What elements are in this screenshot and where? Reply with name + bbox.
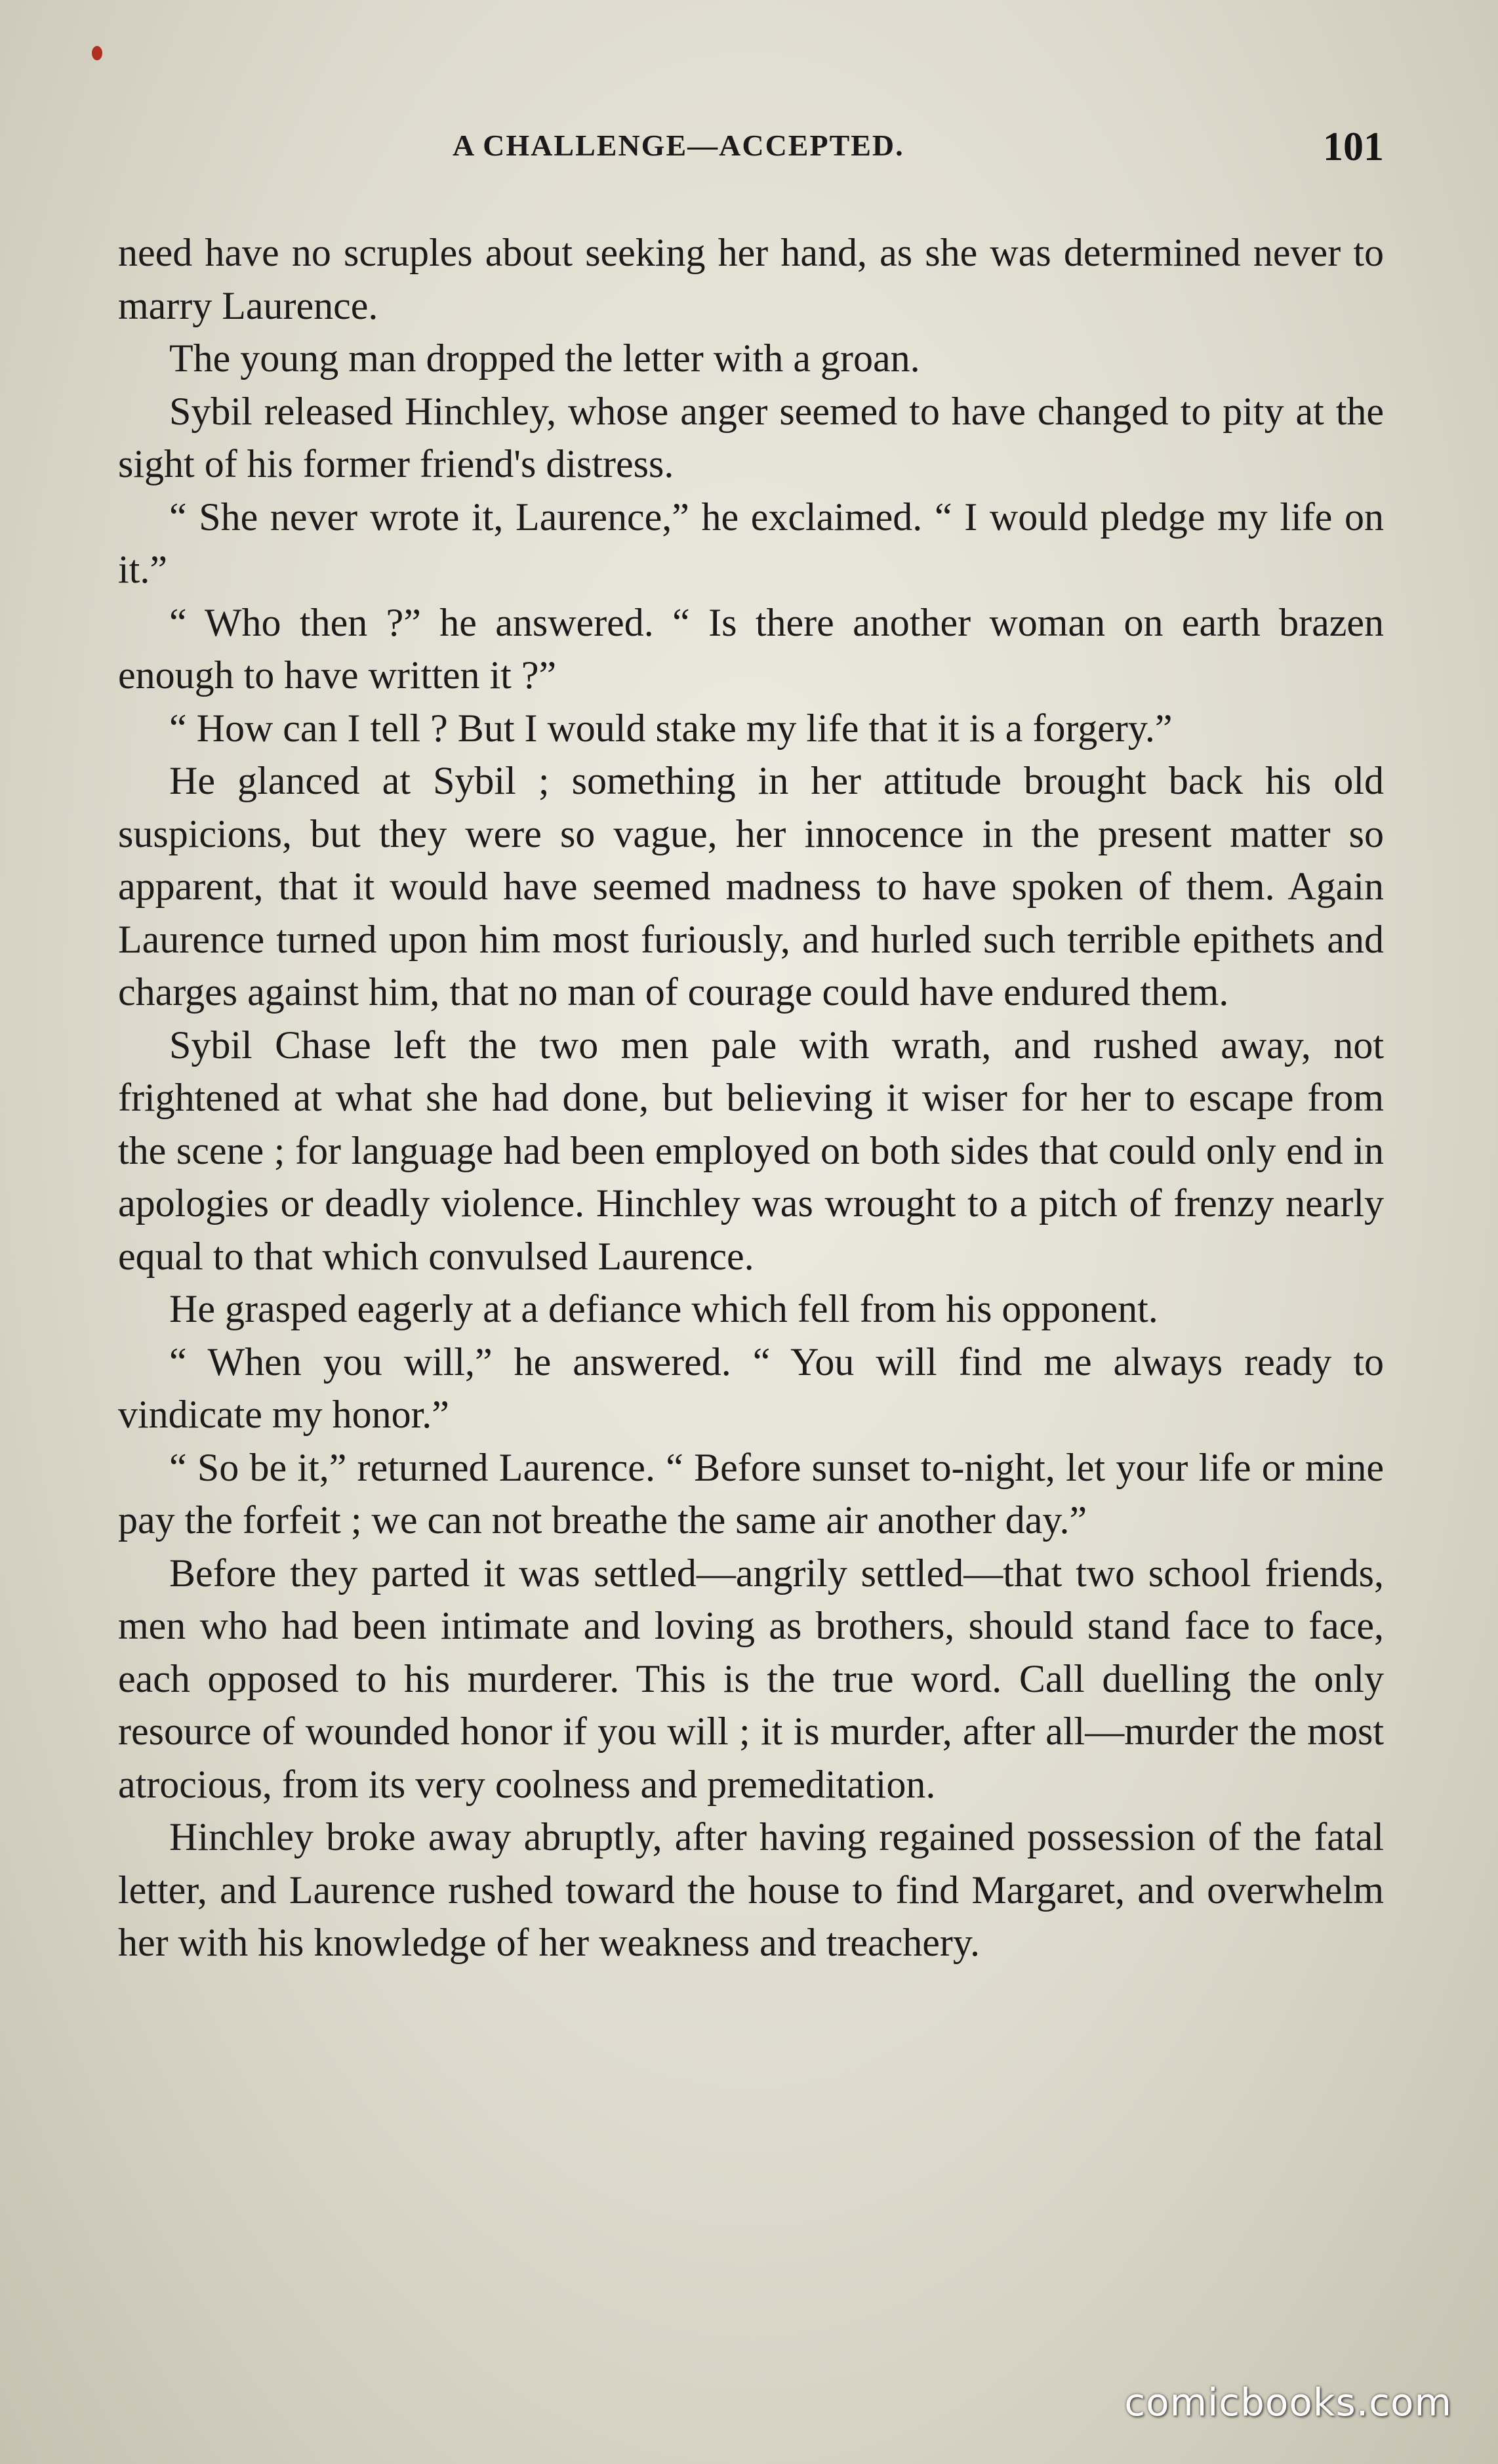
paragraph: He glanced at Sybil ; something in her attitude brought back his old suspicions, but they were so vague, her innocence in the present matter so apparent, that it would have seemed madness to have spoken of them. Again Laurence turned upon him most furiously, and hurled such terrible epithets and charges against him, that no man of courage could have endured them. <box>118 759 1384 1014</box>
paragraph: Before they parted it was settled—angrily settled—that two school friends, men who had been intimate and loving as brothers, should stand face to face, each opposed to his murderer. This is the true word. Call duelling the only resource of wounded honor if you will ; it is murder, after all—murder the most atrocious, from its very coolness and premeditation. <box>118 1551 1384 1806</box>
page-number: 101 <box>1323 125 1384 169</box>
watermark: comicbooks.com <box>1124 2380 1452 2425</box>
body-text <box>118 226 1384 1969</box>
paragraph: “ She never wrote it, Laurence,” he exclaimed. “ I would pledge my life on it.” <box>118 495 1384 591</box>
paragraph: “ How can I tell ? But I would stake my life that it is a forgery.” <box>169 706 1173 750</box>
running-title: A CHALLENGE—ACCEPTED. <box>453 129 904 162</box>
paragraph: “ So be it,” returned Laurence. “ Before sunset to-night, let your life or mine pay the forfeit ; we can not breathe the same air another day.” <box>118 1445 1384 1542</box>
paragraph: He grasped eagerly at a defiance which fell from his opponent. <box>169 1287 1158 1330</box>
paragraph: need have no scruples about seeking her hand, as she was determined never to marry Laurence. <box>118 231 1384 327</box>
running-head <box>118 125 1384 180</box>
paragraph: “ Who then ?” he answered. “ Is there another woman on earth brazen enough to have written it ?” <box>118 600 1384 697</box>
paragraph: “ When you will,” he answered. “ You will find me always ready to vindicate my honor.” <box>118 1340 1384 1436</box>
paragraph: Sybil Chase left the two men pale with wrath, and rushed away, not frightened at what she had done, but believing it wiser for her to escape from the scene ; for language had been employed on both sides that could only end in apologies or deadly violence. Hinchley was wrought to a pitch of frenzy nearly equal to that which convulsed Laurence. <box>118 1023 1384 1278</box>
paragraph: Hinchley broke away abruptly, after having regained possession of the fatal letter, and Laurence rushed toward the house to find Margaret, and overwhelm her with his knowledge of her weakness and treachery. <box>118 1815 1384 1964</box>
paragraph: Sybil released Hinchley, whose anger seemed to have changed to pity at the sight of his former friend's distress. <box>118 389 1384 485</box>
red-ink-spot <box>92 46 102 60</box>
paragraph: The young man dropped the letter with a groan. <box>169 337 920 380</box>
